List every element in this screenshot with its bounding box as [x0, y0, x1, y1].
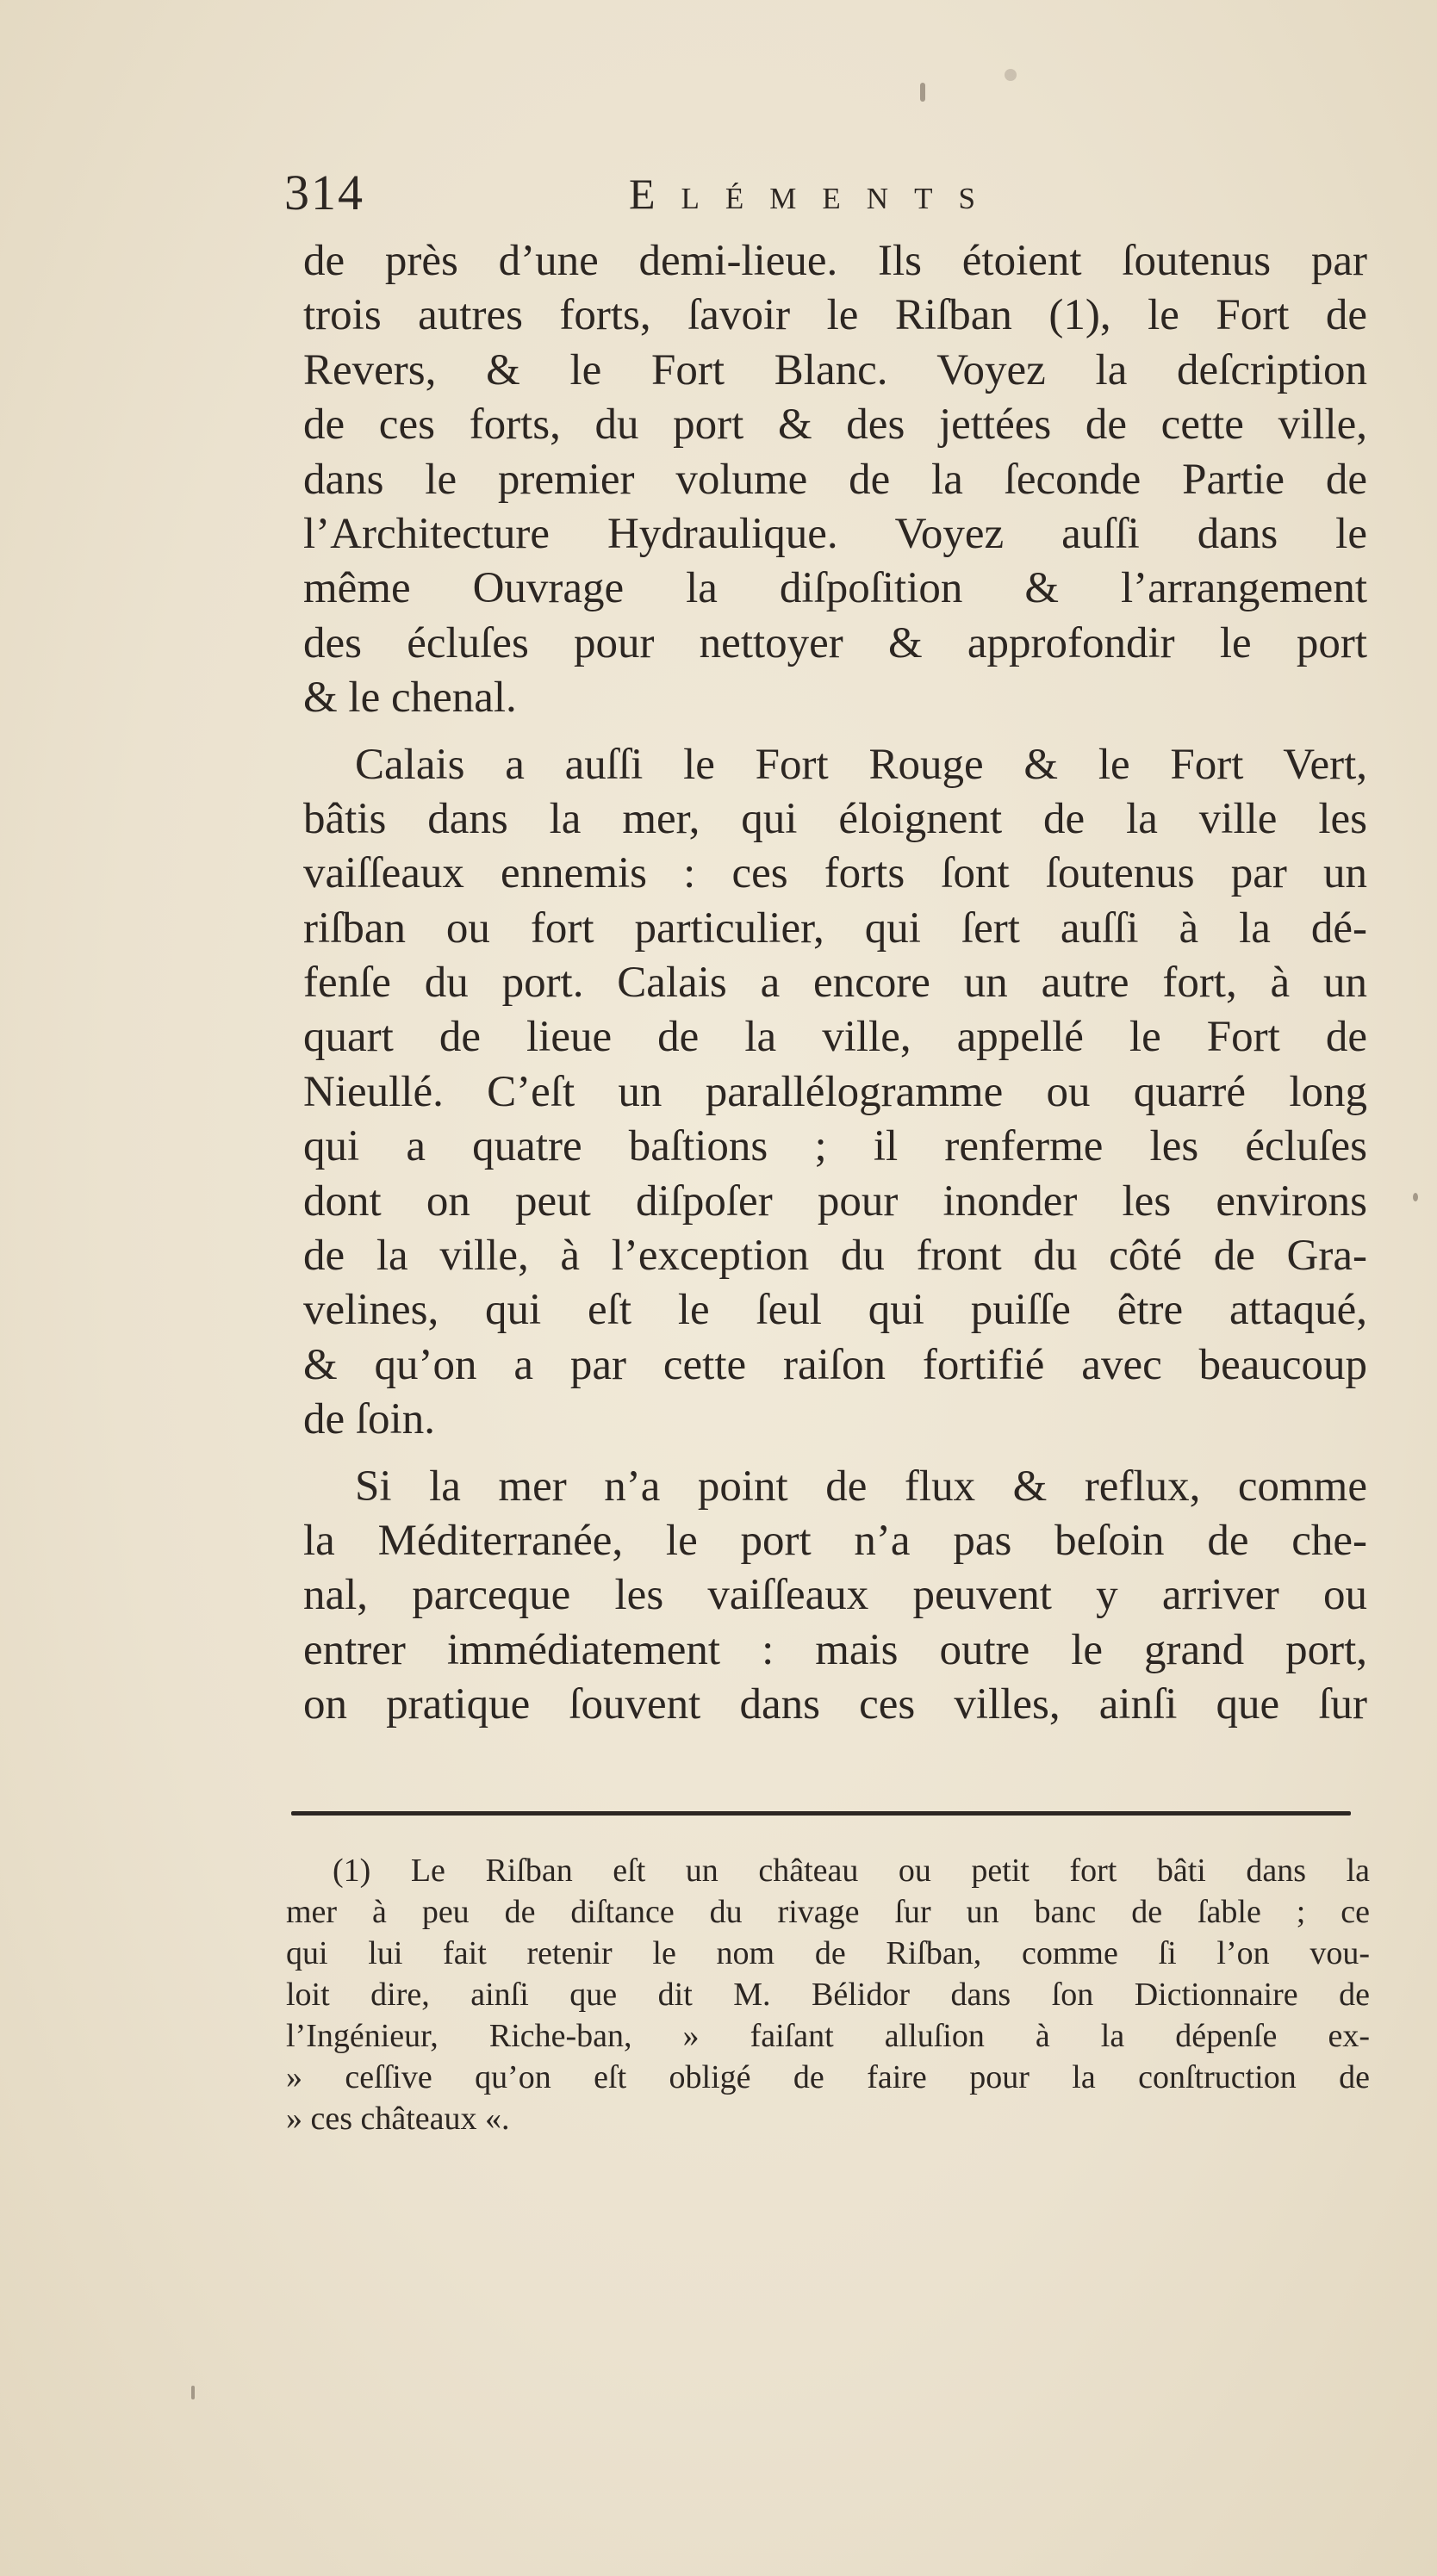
running-title: Eléments [629, 170, 1001, 218]
text-line: & le chenal. [303, 673, 517, 723]
text-line: bâtis dans la mer, qui éloignent de la ville les [303, 794, 1367, 843]
footnote-line: l’Ingénieur, Riche-ban, » faiſant alluſion à la dépenſe ex- [286, 2018, 1370, 2054]
text-line: Calais a auſſi le Fort Rouge & le Fort Vert, [355, 740, 1367, 789]
text-line: quart de lieue de la ville, appellé le Fort de [303, 1013, 1367, 1062]
text-line: velines, qui eſt le ſeul qui puiſſe être attaqué, [303, 1286, 1367, 1335]
text-line: entrer immédiatement : mais outre le grand port, [303, 1625, 1367, 1674]
footnote-line: (1) Le Riſban eſt un château ou petit fort bâti dans la [333, 1853, 1370, 1889]
text-line: des écluſes pour nettoyer & approfondir le port [303, 618, 1367, 667]
paper-speck [191, 2386, 195, 2399]
text-line: trois autres forts, ſavoir le Riſban (1), le Fort de [303, 291, 1367, 340]
text-line: de près d’une demi-lieue. Ils étoient ſoutenus par [303, 237, 1367, 285]
main-text [303, 234, 1367, 1733]
paper-speck [1413, 1193, 1418, 1201]
text-line: de ces forts, du port & des jettées de cette ville, [303, 400, 1367, 450]
text-line: dont on peut diſpoſer pour inonder les environs [303, 1176, 1367, 1226]
footnote-line: loit dire, ainſi que dit M. Bélidor dans ſon Dictionnaire de [286, 1977, 1370, 2013]
text-line: de ſoin. [303, 1395, 435, 1444]
text-line: dans le premier volume de la ſeconde Partie de [303, 455, 1367, 504]
text-line: de la ville, à l’exception du front du côté de Gra- [303, 1232, 1367, 1281]
running-head [284, 164, 1060, 233]
footnote [286, 1850, 1370, 2139]
footnote-line: qui lui fait retenir le nom de Riſban, comme ſi l’on vou- [286, 1935, 1370, 1971]
text-line: qui a quatre baſtions ; il renferme les écluſes [303, 1122, 1367, 1171]
page-number: 314 [284, 164, 364, 220]
text-line: on pratique ſouvent dans ces villes, ainſi que ſur [303, 1680, 1367, 1729]
paper-speck [920, 83, 925, 102]
text-line: Revers, & le Fort Blanc. Voyez la deſcription [303, 345, 1367, 394]
footnote-line: mer à peu de diſtance du rivage ſur un banc de ſable ; ce [286, 1894, 1370, 1930]
text-line: & qu’on a par cette raiſon fortifié avec beaucoup [303, 1340, 1367, 1389]
footnote-line: » ces châteaux «. [286, 2101, 510, 2137]
paper-speck [1005, 69, 1017, 81]
footnote-rule [291, 1811, 1351, 1816]
text-line: riſban ou fort particulier, qui ſert auſſi à la dé- [303, 903, 1367, 953]
text-line: Si la mer n’a point de flux & reflux, comme [355, 1462, 1367, 1511]
text-line: l’Architecture Hydraulique. Voyez auſſi dans le [303, 509, 1367, 558]
text-line: Nieullé. C’eſt un parallélogramme ou quarré long [303, 1067, 1367, 1116]
text-line: la Méditerranée, le port n’a pas beſoin de che- [303, 1516, 1367, 1565]
text-line: vaiſſeaux ennemis : ces forts ſont ſoutenus par un [303, 849, 1367, 898]
text-line: même Ouvrage la diſpoſition & l’arrangement [303, 564, 1367, 613]
footnote-line: » ceſſive qu’on eſt obligé de faire pour la conſtruction de [286, 2059, 1370, 2095]
text-line: fenſe du port. Calais a encore un autre fort, à un [303, 959, 1367, 1008]
text-line: nal, parceque les vaiſſeaux peuvent y arriver ou [303, 1571, 1367, 1620]
